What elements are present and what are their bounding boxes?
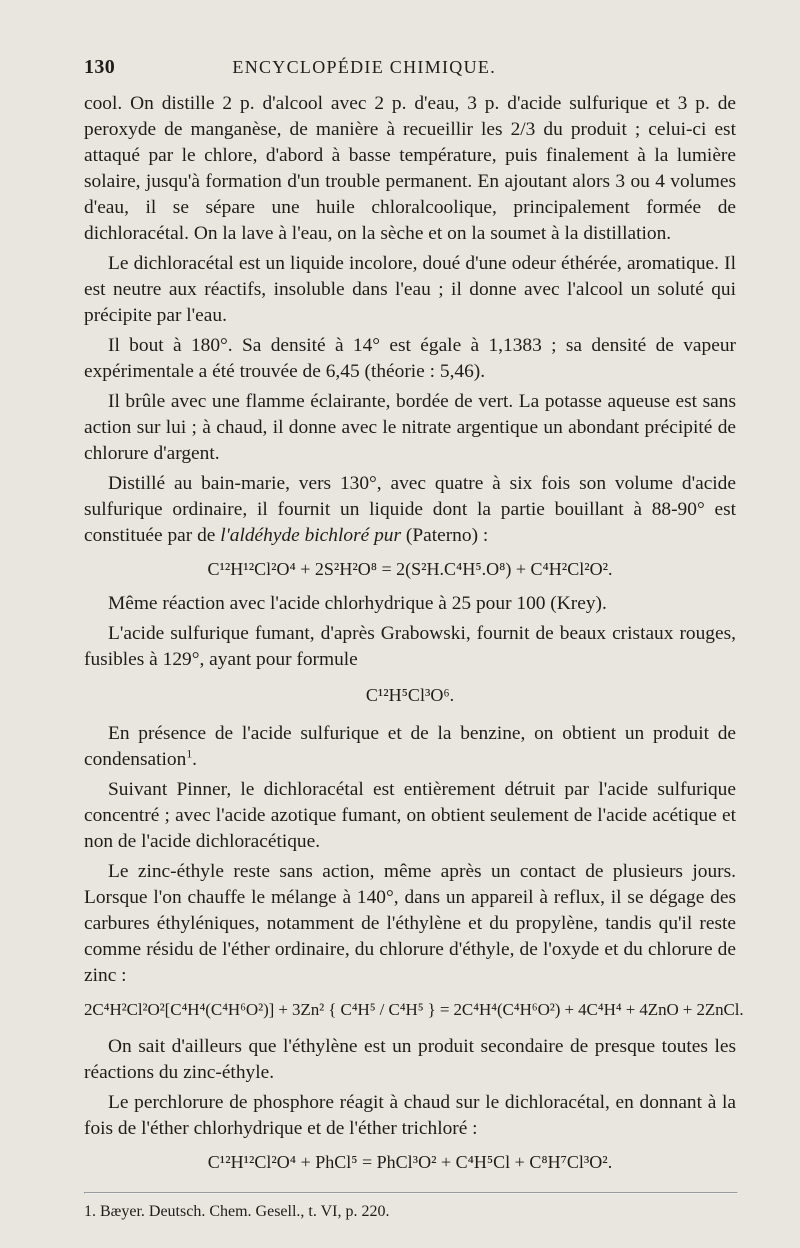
paragraph-7: L'acide sulfurique fumant, d'après Grabowski, fournit de beaux cristaux rouges, fusibles à 129°, ayant pour formule: [84, 623, 736, 671]
paragraph-3: Il bout à 180°. Sa densité à 14° est égale à 1,1383 ; sa densité de vapeur expérimentale a été trouvée de 6,45 (théorie : 5,46).: [84, 335, 736, 382]
paragraph-8-text: En présence de l'acide sulfurique et de la benzine, on obtient un produit de condensation: [84, 723, 736, 771]
paragraph-5: [84, 471, 736, 549]
aldehyde-ref: (Paterno) :: [405, 525, 489, 546]
paragraph-2: Le dichloracétal est un liquide incolore, doué d'une odeur éthérée, aromatique. Il est neutre aux réactifs, insoluble dans l'eau ; il donne avec l'alcool un soluté qui précipite par l'eau.: [84, 253, 736, 326]
paragraph-8: En présence de l'acide sulfurique et de la benzine, on obtient un produit de condensation$^1$.: [84, 723, 736, 771]
paragraph-12: Le perchlorure de phosphore réagit à chaud sur le dichloracétal, en donnant à la fois de l'éther chlorhydrique et de l'éther trichloré :: [84, 1091, 736, 1139]
footnote: 1. Bæyer. Deutsch. Chem. Gesell., t. VI, p. 220.: [84, 1203, 390, 1221]
paragraph-6: Même réaction avec l'acide chlorhydrique à 25 pour 100 (Krey).: [108, 593, 607, 615]
aldehyde-phrase: l'aldéhyde bichloré pur: [220, 525, 402, 546]
paragraph-1: cool. On distille 2 p. d'alcool avec 2 p. d'eau, 3 p. d'acide sulfurique et 3 p. de peroxyde de manganèse, de manière à recueillir les 2/3 du produit ; celui-ci est attaqué par le chlore, d'abord à basse température, puis finalement à la lumière solaire, jusqu'à formation d'un trouble permanent. En ajoutant alors 3 ou 4 volumes d'eau, il se sépare une huile chloralcoolique, principalement formée de dichloracétal. On la lave à l'eau, on la sèche et on la soumet à la distillation.: [84, 93, 736, 244]
formula-1: C¹²H¹²Cl²O⁴ + 2S²H²O⁸ = 2(S²H.C⁴H⁵.O⁸) + C⁴H²Cl²O².: [207, 559, 613, 579]
formula-2: C¹²H⁵Cl³O⁶.: [365, 685, 455, 706]
paragraph-9: Suivant Pinner, le dichloracétal est entièrement détruit par l'acide sulfurique concentré ; avec l'acide azotique fumant, on obtient seulement de l'acide acétique et non de l'acide dichloracétique.: [84, 779, 736, 853]
footnote-marker: 1: [186, 747, 193, 761]
paragraph-10: Le zinc-éthyle reste sans action, même après un contact de plusieurs jours. Lorsque l'on chauffe le mélange à 140°, dans un appareil à reflux, il se dégage des carbures éthyléniques, notamment de l'éthylène et du propylène, tandis qu'il reste comme résidu de l'éther ordinaire, du chlorure d'éthyle, de l'oxyde et du chlorure de zinc :: [84, 861, 736, 987]
paragraph-5-text: Distillé au bain-marie, vers 130°, avec quatre à six fois son volume d'acide sulfurique ordinaire, il fournit un liquide dont la partie bouillant à 88-90° est constituée par de: [84, 473, 736, 546]
footnote-rule: [84, 1192, 738, 1194]
main-text: [84, 91, 744, 1223]
paragraph-4: Il brûle avec une flamme éclairante, bordée de vert. La potasse aqueuse est sans action sur lui ; à chaud, il donne avec le nitrate argentique un abondant précipité de chlorure d'argent.: [84, 391, 736, 464]
running-title: ENCYCLOPÉDIE CHIMIQUE.: [232, 57, 496, 77]
page-number: 130: [84, 56, 116, 78]
formula-4: C¹²H¹²Cl²O⁴ + PhCl⁵ = PhCl³O² + C⁴H⁵Cl + C⁸H⁷Cl³O².: [207, 1151, 613, 1172]
paragraph-11: On sait d'ailleurs que l'éthylène est un produit secondaire de presque toutes les réactions du zinc-éthyle.: [84, 1035, 736, 1083]
page-header: [84, 56, 736, 79]
formula-3: 2C⁴H²Cl²O²[C⁴H⁴(C⁴H⁶O²)] + 3Zn² { C⁴H⁵ / C⁴H⁵ } = 2C⁴H⁴(C⁴H⁶O²) + 4C⁴H⁴ + 4ZnO + 2ZnCl.: [84, 1000, 744, 1020]
